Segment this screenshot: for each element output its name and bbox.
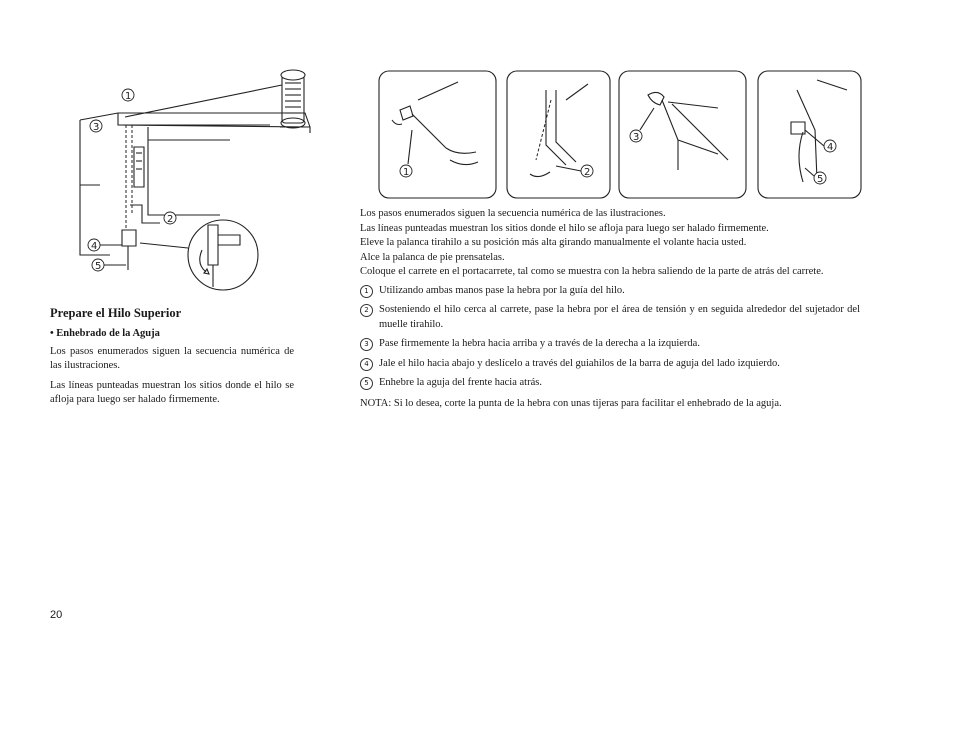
step-text: Utilizando ambas manos pase la hebra por la guía del hilo. — [379, 284, 625, 296]
step-number: 4 — [360, 358, 373, 371]
step-item — [360, 284, 860, 299]
step-number: 3 — [360, 338, 373, 351]
svg-text:2: 2 — [584, 167, 591, 178]
left-paragraph-2: Las líneas punteadas muestran los sitios donde el hilo se afloja para luego ser halado firmemente. — [50, 380, 294, 405]
svg-text:4: 4 — [827, 142, 834, 153]
needle-zoom-inset — [140, 220, 258, 290]
step-panel-3 — [618, 70, 748, 200]
step-item — [360, 376, 860, 391]
spool-drawing — [281, 70, 305, 128]
intro-line: Coloque el carrete en el portacarrete, tal como se muestra con la hebra saliendo de la parte de atrás del carrete. — [360, 266, 824, 277]
step-text: Jale el hilo hacia abajo y deslícelo a través del guiahilos de la barra de aguja del lado izquierdo. — [379, 357, 780, 369]
note-text: NOTA: Si lo desea, corte la punta de la hebra con unas tijeras para facilitar el enhebrado de la aguja. — [360, 397, 782, 409]
instructions-block — [360, 207, 860, 411]
intro-line: Las líneas punteadas muestran los sitios donde el hilo se afloja para luego ser halado firmemente. — [360, 222, 769, 234]
svg-text:1: 1 — [403, 167, 410, 178]
step-item — [360, 357, 860, 372]
svg-text:5: 5 — [95, 261, 102, 272]
machine-threading-illustration — [70, 65, 325, 295]
left-paragraph-1: Los pasos enumerados siguen la secuencia numérica de las ilustraciones. — [50, 346, 294, 371]
step-number: 2 — [360, 304, 373, 317]
step-item — [360, 337, 860, 352]
section-title: Prepare el Hilo Superior — [50, 306, 182, 320]
page-number: 20 — [50, 609, 63, 621]
step-item — [360, 303, 860, 332]
subsection-title: • Enhebrado de la Aguja — [50, 328, 160, 339]
step-text: Enhebre la aguja del frente hacia atrás. — [379, 377, 542, 388]
svg-text:4: 4 — [91, 241, 98, 252]
svg-text:3: 3 — [633, 132, 640, 143]
step-panel-2 — [506, 70, 612, 200]
intro-line: Eleve la palanca tirahilo a su posición más alta girando manualmente el volante hacia usted. — [360, 237, 747, 248]
step-number: 5 — [360, 377, 373, 390]
svg-text:1: 1 — [125, 91, 132, 102]
step-panel-1 — [378, 70, 498, 200]
step-text: Pase firmemente la hebra hacia arriba y a través de la derecha a la izquierda. — [379, 338, 700, 349]
step-text: Sosteniendo el hilo cerca al carrete, pase la hebra por el área de tensión y en seguida alrededor del sujetador del muelle tirahilo. — [379, 304, 860, 330]
svg-text:5: 5 — [817, 174, 824, 185]
step-panel-4-5 — [757, 70, 863, 200]
step-number: 1 — [360, 285, 373, 298]
svg-text:3: 3 — [93, 122, 100, 133]
intro-line: Alce la palanca de pie prensatelas. — [360, 251, 505, 263]
svg-text:2: 2 — [167, 214, 174, 225]
intro-line: Los pasos enumerados siguen la secuencia numérica de las ilustraciones. — [360, 208, 666, 219]
